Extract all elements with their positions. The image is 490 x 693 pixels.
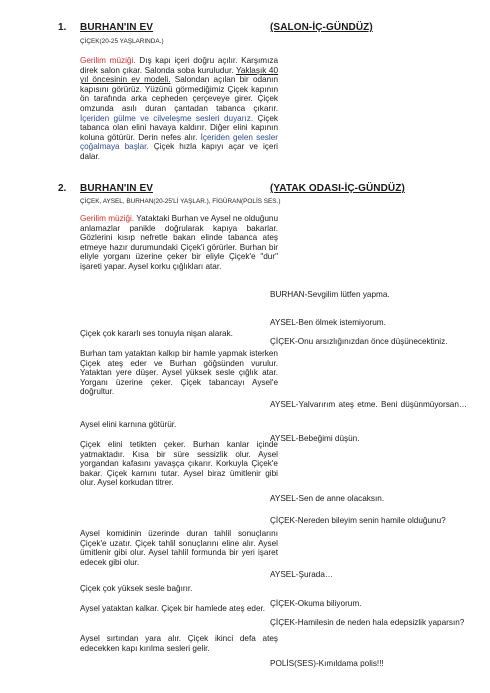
- scene-title: BURHAN'IN EV: [80, 22, 154, 33]
- scene-location: (YATAK ODASI-İÇ-GÜNDÜZ): [270, 183, 405, 194]
- action-text: Çiçek hızla kapıyı açar ve içeri dalar.: [80, 142, 278, 161]
- dialogue-line: AYSEL-Bebeğimi düşün.: [270, 434, 360, 443]
- action-paragraph: Aysel sırtından yara alır. Çiçek ikinci defa ateş edecekken kapı kırılma sesleri gelir.: [80, 634, 278, 653]
- dialogue-line: ÇİÇEK-Okuma biliyorum.: [270, 599, 362, 608]
- action-paragraph: Çiçek elini tetikten çeker. Burhan kanlar içinde yatmaktadır. Kısa bir süre sessizlik olur. Aysel yorgandan kafasını yavaşça çıkarır. Korkuyla Çiçek'e bakar. Çiçek karnını tutar. Aysel biraz ümitlenir gibi olur. Aysel korkudan titrer.: [80, 440, 278, 488]
- dialogue-line: AYSEL-Şurada…: [270, 570, 334, 579]
- dialogue-line: POLİS(SES)-Kımıldama polis!!!: [270, 659, 384, 668]
- scene-action: [80, 214, 278, 272]
- dialogue-line: ÇİÇEK-Onu arsızlığınızdan önce düşünecektiniz.: [270, 337, 448, 346]
- scene-action: [80, 56, 278, 162]
- scene-cast: ÇİÇEK, AYSEL, BURHAN(20-25'Lİ YAŞLAR.), FİGÜRAN(POLİS SES.): [80, 198, 281, 205]
- dialogue-line: AYSEL-Ben ölmek istemiyorum.: [270, 318, 386, 327]
- action-text: Yataktaki Burhan ve Aysel ne olduğunu anlamazlar panikle doğrularak kapıya bakarlar. Gözlerini kısıp nefretle bakan elinde tabanca ateş etmeye hazır durumundaki Çiçek'i görürler. Burhan bir eliyle yorganı üzerine çeker bir eliyle Çiçek'e "dur" işareti yapar. Aysel korku çığlıkları atar.: [80, 214, 278, 271]
- action-text: Salondan açılan bir odanın kapısını görürüz. Yüzünü görmediğimiz Çiçek kapının ön tarafında arka cepheden çerçeveye girer. Çiçek omzunda asılı duran çantadan tabanca çıkarır.: [80, 75, 278, 113]
- action-paragraph: Aysel elini karnına götürür.: [80, 420, 177, 429]
- scene-number: 2.: [58, 183, 67, 194]
- action-text: Dış kapı içeri doğru açılır. Karşımıza direk salon çıkar. Salonda soba kuruludur.: [80, 56, 278, 75]
- scene-title: BURHAN'IN EV: [80, 183, 154, 194]
- action-paragraph: Aysel komidinin üzerinde duran tahlil sonuçlarını Çiçek'e uzatır. Çiçek tahlil sonuçlarını eline alır. Aysel ümitlenir gibi olur. Aysel tahlil formunda bir yeri işaret edecek gibi olur.: [80, 529, 278, 567]
- dialogue-line: AYSEL-Sen de anne olacaksın.: [270, 494, 385, 503]
- action-paragraph: Aysel yataktan kalkar. Çiçek bir hamlede ateş eder.: [80, 604, 266, 613]
- sound-cue: İçeriden gülme ve cilveleşme sesleri duyarız.: [80, 113, 254, 123]
- dialogue-line: AYSEL-Yalvarırım ateş etme. Beni düşünmüyorsan…: [270, 400, 468, 409]
- dialogue-line: BURHAN-Sevgilim lütfen yapma.: [270, 290, 390, 299]
- action-paragraph: Çiçek çok yüksek sesle bağırır.: [80, 584, 193, 593]
- action-note: Yaklaşık 40 yıl öncesinin ev modeli.: [80, 65, 279, 85]
- action-text: Çiçek tabanca olan elini havaya kaldırır. Diğer elini kapının koluna götürür. Derin nefes alır.: [80, 113, 278, 142]
- sound-cue: İçeriden gelen sesler çoğalmaya başlar.: [80, 132, 278, 152]
- scene-location: (SALON-İÇ-GÜNDÜZ): [270, 22, 373, 33]
- dialogue-line: ÇİÇEK-Nereden bileyim senin hamile olduğunu?: [270, 516, 446, 525]
- dialogue-line: ÇİÇEK-Hamilesin de neden hala edepsizlik yaparsın?: [270, 618, 465, 627]
- sound-cue: Gerilim müziği.: [80, 56, 136, 65]
- sound-cue: Gerilim müziği.: [80, 214, 135, 223]
- scene-number: 1.: [58, 22, 67, 33]
- action-paragraph: Çiçek çok kararlı ses tonuyla nişan alarak.: [80, 329, 233, 338]
- action-paragraph: Burhan tam yataktan kalkıp bir hamle yapmak isterken Çiçek ateş eder ve Burhan göğsünden vurulur. Yataktan yere düşer. Aysel yüksek sesle çığlık atar. Yorganı üzerine çeker. Çiçek tabancayı Aysel'e doğrultur.: [80, 349, 278, 397]
- scene-cast: ÇİÇEK(20-25 YAŞLARINDA.): [80, 38, 164, 45]
